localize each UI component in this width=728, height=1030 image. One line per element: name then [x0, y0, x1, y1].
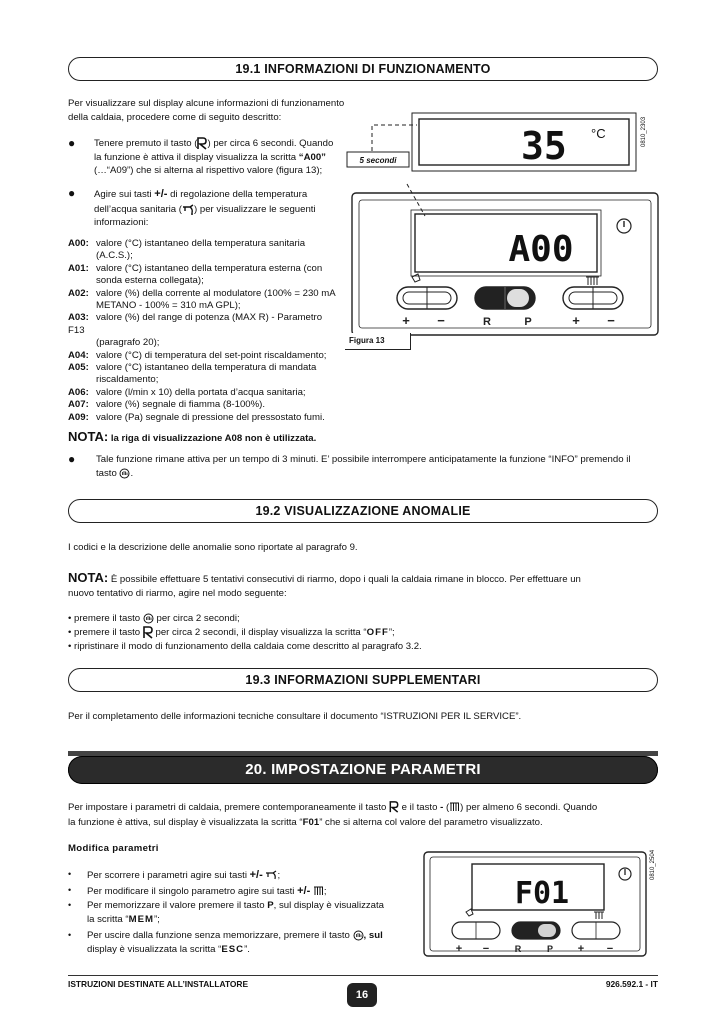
- bullet-dot: •: [68, 885, 72, 895]
- page-number: 16: [347, 983, 377, 1007]
- code-label: A05:: [68, 362, 89, 374]
- code-label: A00:: [68, 238, 89, 249]
- text: tasto: [96, 467, 120, 479]
- reset-hand-icon: [143, 613, 154, 624]
- bullet-dot: ●: [68, 186, 76, 200]
- section-19-2-heading: 19.2 VISUALIZZAZIONE ANOMALIE: [68, 499, 658, 523]
- tap-water-icon: [265, 870, 277, 881]
- minus-label: −: [607, 313, 615, 328]
- text: nuovo tentativo di riarmo, agire nel modo seguente:: [68, 588, 287, 600]
- plus-minus: +/-: [154, 188, 168, 200]
- intro-line-2: della caldaia, procedere come di seguito descritto:: [68, 112, 282, 123]
- code-row: [68, 238, 340, 263]
- minus-label: −: [606, 943, 614, 955]
- nota-riarmo: [68, 569, 660, 601]
- footer-right: 926.592.1 - IT: [605, 979, 658, 989]
- code-label: A01:: [68, 262, 89, 274]
- figure-caption-box: [345, 333, 411, 350]
- text: la funzione è attiva il display visualizza la scritta: [94, 151, 299, 163]
- code-row: [68, 263, 340, 288]
- text: .: [130, 467, 134, 479]
- text: dell’acqua sanitaria (: [94, 203, 182, 215]
- code-description: valore (°C) di temperatura del set-point riscaldamento;: [96, 349, 327, 361]
- code-description: valore (%) della corrente al modulatore (100% = 230 mA: [96, 287, 336, 299]
- parametri-intro-2: la funzione è attiva, sul display è visualizzata la scritta “F01” che si alterna col valore del parametro visualizzato.: [68, 817, 543, 828]
- code-label: A07:: [68, 399, 89, 411]
- text: informazioni:: [94, 217, 149, 229]
- text: ) per circa 6 secondi. Quando: [207, 138, 334, 150]
- figure-code: 0810_2504: [650, 849, 656, 880]
- bullet-dot: •: [68, 930, 72, 940]
- nota-a08: [68, 428, 316, 446]
- figure-13: [345, 97, 660, 355]
- section-19-1-heading: 19.1 INFORMAZIONI DI FUNZIONAMENTO: [68, 57, 658, 81]
- supplementari-text: Per il completamento delle informazioni tecniche consultare il documento “ISTRUZIONI PER IL SERVICE”.: [68, 711, 522, 722]
- code-description: valore (°C) istantaneo della temperatura di mandata: [96, 362, 317, 374]
- r-label: R: [483, 316, 491, 328]
- code-description: riscaldamento;: [96, 374, 159, 386]
- text: di regolazione della temperatura: [167, 189, 308, 200]
- footer-left: ISTRUZIONI DESTINATE ALL’INSTALLATORE: [68, 979, 249, 989]
- text: Tale funzione rimane attiva per un tempo di 3 minuti. E’ possibile interrompere anticipatamente la funzione “INFO” premendo il: [96, 454, 631, 465]
- code-description: (A.C.S.);: [96, 250, 133, 262]
- minus-label: −: [482, 943, 490, 955]
- top-display-unit: °C: [591, 126, 606, 141]
- bullet-dot: ●: [68, 452, 76, 466]
- section-20-heading: 20. IMPOSTAZIONE PARAMETRI: [68, 756, 658, 784]
- plus-label: +: [402, 313, 410, 328]
- radiator-icon: [313, 886, 324, 896]
- code-row: [68, 412, 340, 424]
- main-display-value: F01: [514, 876, 570, 911]
- p-label: P: [524, 316, 532, 328]
- info-r-icon: [143, 626, 153, 639]
- rp-rocker-highlight: [538, 924, 556, 937]
- code-a00: “A00”: [298, 151, 326, 163]
- text: ) per visualizzare le seguenti: [194, 203, 316, 215]
- radiator-icon: [594, 912, 604, 919]
- modifica-parametri-heading: Modifica parametri: [68, 843, 159, 854]
- nota-label: NOTA:: [68, 429, 109, 444]
- dashed-leader: [372, 125, 417, 151]
- plus-label: +: [577, 943, 585, 955]
- riarmo-step-3: • ripristinare il modo di funzionamento della caldaia come descritto al paragrafo 3.2.: [68, 641, 422, 652]
- riarmo-step-1: • premere il tasto per circa 2 secondi;: [68, 613, 240, 624]
- bullet-dot: •: [68, 869, 72, 879]
- r-label: R: [514, 944, 522, 954]
- nota-label: NOTA:: [68, 570, 109, 585]
- nota-text: la riga di visualizzazione A08 non è utilizzata.: [108, 433, 317, 444]
- code-row: [68, 312, 340, 349]
- text: Tenere premuto il tasto (: [94, 138, 198, 150]
- figure-f01: [418, 842, 660, 960]
- section-19-3-heading: 19.3 INFORMAZIONI SUPPLEMENTARI: [68, 668, 658, 692]
- code-description: valore (l/min x 10) della portata d’acqua sanitaria;: [96, 386, 306, 398]
- intro-line-1: Per visualizzare sul display alcune informazioni di funzionamento: [68, 98, 345, 109]
- figure-code: 0810_2303: [641, 116, 647, 147]
- code-row: [68, 350, 340, 362]
- code-description: valore (%) del range di potenza (MAX R) - Parametro F13: [68, 312, 323, 336]
- anomalie-text: I codici e la descrizione delle anomalie sono riportate al paragrafo 9.: [68, 542, 358, 553]
- text: È possibile effettuare 5 tentativi consecutivi di riarmo, dopo i quali la caldaia rimane in blocco. Per effettuare un: [108, 574, 581, 585]
- plus-label: +: [572, 313, 580, 328]
- radiator-icon: [586, 277, 599, 285]
- info-r-icon: [197, 137, 207, 150]
- bullet-dot: •: [68, 900, 72, 910]
- tap-water-icon: [182, 204, 194, 215]
- code-label: A03:: [68, 312, 89, 324]
- top-display-value: 35: [521, 124, 567, 168]
- info-r-icon: [389, 801, 399, 813]
- code-list: [68, 238, 340, 424]
- figure-caption: Figura 13: [349, 336, 385, 345]
- tap-water-icon: [412, 274, 420, 282]
- footer-rule: [68, 975, 658, 976]
- radiator-icon: [449, 802, 460, 812]
- bullet-dot: ●: [68, 136, 76, 150]
- code-description: METANO - 100% = 310 mA GPL);: [96, 300, 241, 312]
- text: (…“A09”) che si alterna al rispettivo valore (figura 13);: [94, 165, 323, 177]
- code-description: (paragrafo 20);: [96, 337, 160, 349]
- code-description: sonda esterna collegata);: [96, 275, 204, 287]
- code-row: [68, 387, 340, 399]
- riarmo-step-2: • premere il tasto per circa 2 secondi, il display visualizza la scritta “OFF”;: [68, 627, 395, 639]
- code-description: valore (°C) istantaneo della temperatura sanitaria: [96, 238, 306, 249]
- code-row: [68, 399, 340, 411]
- reset-hand-icon: [353, 930, 364, 941]
- p-label: P: [546, 944, 554, 954]
- code-row: [68, 288, 340, 313]
- code-description: valore (°C) istantaneo della temperatura esterna (con: [96, 262, 323, 274]
- text: Agire sui tasti: [94, 189, 155, 200]
- reset-hand-icon: [119, 468, 130, 479]
- code-description: valore (%) segnale di fiamma (8-100%).: [96, 399, 266, 411]
- code-label: A09:: [68, 411, 89, 423]
- code-label: A02:: [68, 287, 89, 299]
- main-display-value: A00: [508, 229, 574, 270]
- code-description: valore (Pa) segnale di pressione del pressostato fumi.: [96, 411, 325, 423]
- plus-label: +: [455, 943, 463, 955]
- code-label: A04:: [68, 349, 89, 361]
- parametri-intro-1: Per impostare i parametri di caldaia, premere contemporaneamente il tasto e il tasto - ( ) per almeno 6 secondi. Quando: [68, 802, 598, 813]
- code-row: [68, 362, 340, 387]
- rp-rocker-highlight: [507, 289, 529, 307]
- minus-label: −: [437, 313, 445, 328]
- tap-water-icon: [466, 909, 473, 916]
- seconds-label: 5 secondi: [359, 156, 397, 165]
- code-label: A06:: [68, 386, 89, 398]
